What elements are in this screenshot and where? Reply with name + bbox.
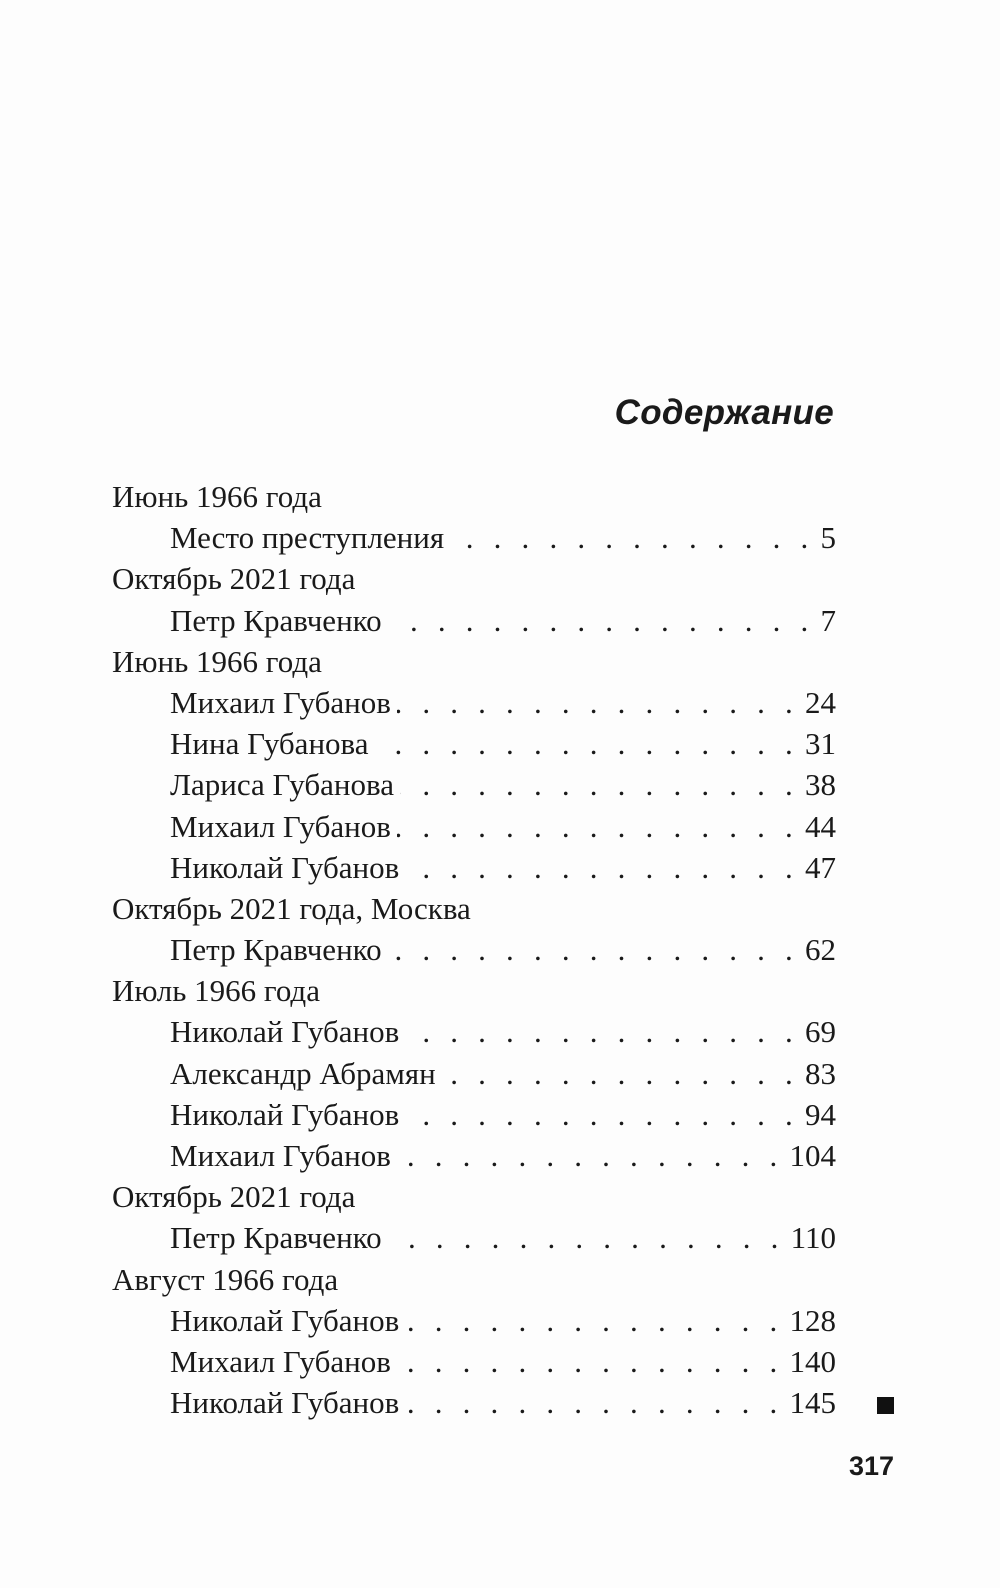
toc-entry <box>112 1094 836 1135</box>
dot-leader <box>388 600 815 641</box>
toc-entry-page: 145 <box>789 1385 836 1421</box>
toc-section-heading: Июль 1966 года <box>112 973 320 1009</box>
toc-section-heading: Июнь 1966 года <box>112 643 322 679</box>
toc-entry <box>112 1300 836 1341</box>
toc-entry-title: Михаил Губанов <box>170 1343 391 1379</box>
toc-entry-page: 128 <box>789 1302 836 1338</box>
toc-section-heading: Октябрь 2021 года <box>112 561 356 597</box>
dot-leader <box>397 806 799 847</box>
dot-leader <box>397 1135 784 1176</box>
toc-entry <box>112 847 836 888</box>
toc-entry-title: Нина Губанова <box>170 726 369 762</box>
dot-leader <box>388 929 799 970</box>
toc-entry <box>112 764 836 805</box>
page-title: Содержание <box>614 393 834 432</box>
toc-entry-page: 38 <box>805 767 836 803</box>
toc-entry-page: 110 <box>790 1220 836 1256</box>
dot-leader <box>397 682 799 723</box>
toc-entry <box>112 1382 836 1423</box>
page-number: 317 <box>848 1451 894 1481</box>
dot-leader <box>405 1011 799 1052</box>
toc-entry-title: Петр Кравченко <box>170 602 382 638</box>
toc-entry-page: 94 <box>805 1096 836 1132</box>
toc-entry <box>112 1135 836 1176</box>
end-mark-square-icon <box>877 1397 894 1414</box>
dot-leader <box>442 1053 799 1094</box>
dot-leader <box>375 723 799 764</box>
toc-entry <box>112 600 836 641</box>
toc-entry <box>112 1341 836 1382</box>
toc-section-heading: Октябрь 2021 года <box>112 1179 356 1215</box>
toc-entry <box>112 1011 836 1052</box>
toc-entry-title: Михаил Губанов <box>170 684 391 720</box>
dot-leader <box>405 847 799 888</box>
toc-entry-title: Николай Губанов <box>170 1096 400 1132</box>
toc-entry-page: 7 <box>820 602 836 638</box>
toc-entry <box>112 682 836 723</box>
toc-entry-title: Место преступления <box>170 520 445 556</box>
toc-section-heading: Август 1966 года <box>112 1261 339 1297</box>
toc-entry <box>112 723 836 764</box>
toc-entry <box>112 1217 836 1258</box>
toc-entry-page: 31 <box>805 726 836 762</box>
dot-leader <box>405 1382 783 1423</box>
toc-entry-page: 62 <box>805 932 836 968</box>
toc-entry-page: 44 <box>805 808 836 844</box>
toc-entry-title: Михаил Губанов <box>170 1138 391 1173</box>
toc-entry-title: Николай Губанов <box>170 849 400 885</box>
dot-leader <box>405 1300 783 1341</box>
toc-entry-page: 104 <box>789 1138 836 1173</box>
dot-leader <box>450 517 814 558</box>
toc-entry-title: Петр Кравченко <box>170 1220 382 1256</box>
toc-entry <box>112 517 836 558</box>
toc-entry-title: Александр Абрамян <box>170 1055 436 1091</box>
toc-entry-title: Николай Губанов <box>170 1014 400 1050</box>
toc-entry-title: Николай Губанов <box>170 1385 400 1421</box>
toc-entry-page: 140 <box>789 1343 836 1379</box>
toc-section-heading: Октябрь 2021 года, Москва <box>112 890 471 926</box>
dot-leader <box>405 1094 799 1135</box>
toc-entry <box>112 806 836 847</box>
dot-leader <box>400 764 799 805</box>
toc-entry <box>112 1053 836 1094</box>
toc-entry-title: Петр Кравченко <box>170 932 382 968</box>
toc-entry-title: Лариса Губанова <box>170 767 394 803</box>
dot-leader <box>397 1341 784 1382</box>
toc-entry-page: 47 <box>805 849 836 885</box>
table-of-contents <box>112 476 836 1423</box>
toc-entry-title: Михаил Губанов <box>170 808 391 844</box>
toc-entry-page: 5 <box>820 520 836 556</box>
toc-entry <box>112 929 836 970</box>
toc-section-heading: Июнь 1966 года <box>112 479 322 514</box>
toc-entry-page: 24 <box>805 684 836 720</box>
dot-leader <box>388 1217 785 1258</box>
toc-entry-page: 83 <box>805 1055 836 1091</box>
toc-entry-page: 69 <box>805 1014 836 1050</box>
toc-entry-title: Николай Губанов <box>170 1302 400 1338</box>
